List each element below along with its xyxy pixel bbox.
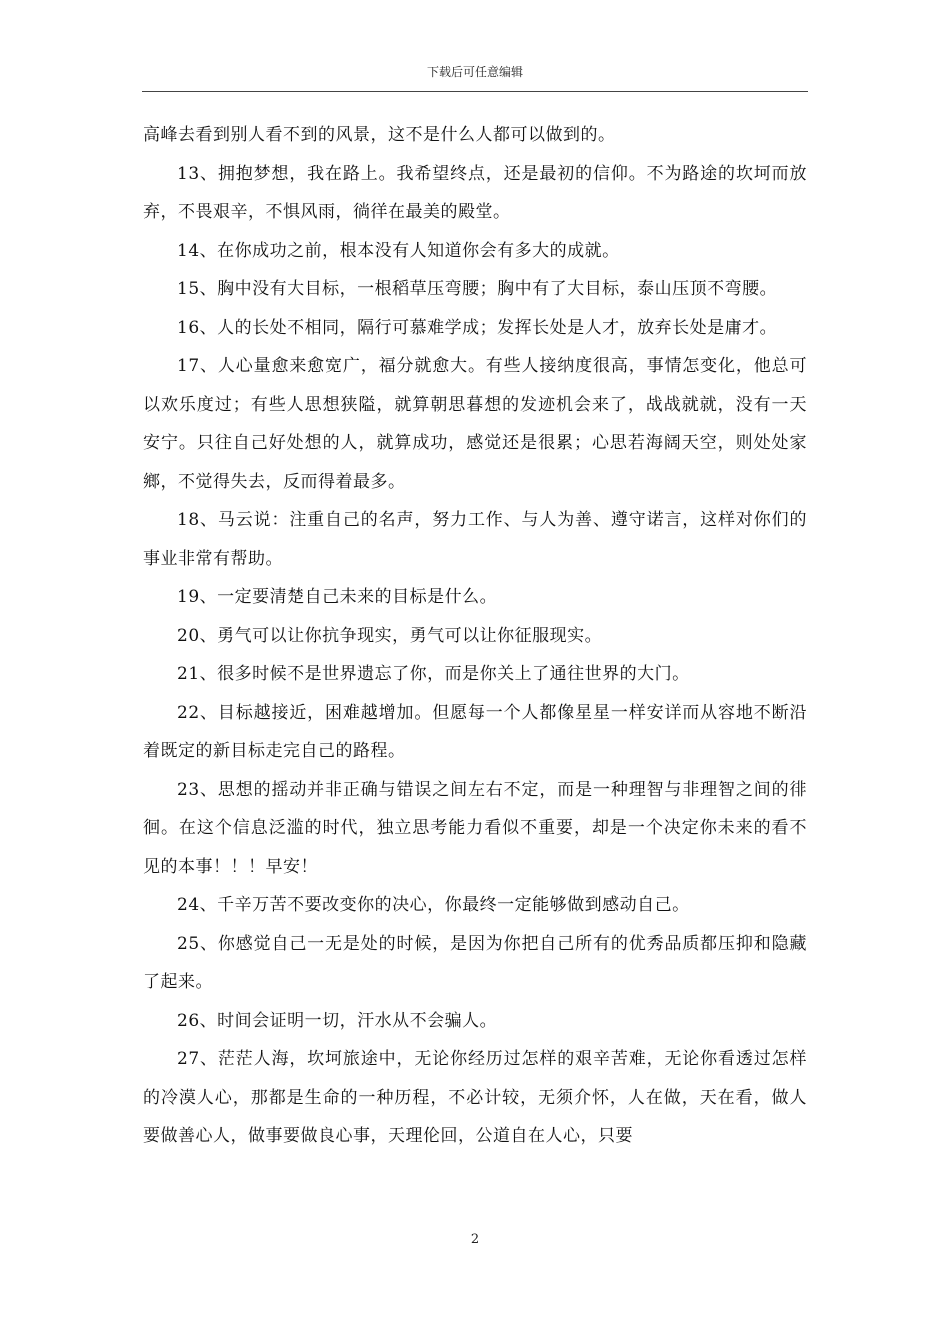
page-number: 2 [470,1232,480,1247]
paragraph-18: 18、马云说：注重自己的名声，努力工作、与人为善、遵守诺言，这样对你们的事业非常有帮助。 [143,510,807,569]
paragraph-continued: 高峰去看到别人看不到的风景，这不是什么人都可以做到的。 [143,125,616,145]
paragraph-26: 26、时间会证明一切，汗水从不会骗人。 [177,1010,498,1031]
paragraph-27: 27、茫茫人海，坎坷旅途中，无论你经历过怎样的艰辛苦难，无论你看透过怎样的冷漠人心，那都是生命的一种历程，不必计较，无须介怀，人在做，天在看，做人要做善心人，做事要做良心事，天理伦回，公道自在人心，只要 [143,1049,807,1146]
paragraph-20: 20、勇气可以让你抗争现实，勇气可以让你征服现实。 [177,625,603,646]
page-header: 下载后可任意编辑 [426,65,523,79]
paragraph-22: 22、目标越接近，困难越增加。但愿每一个人都像星星一样安详而从容地不断沿着既定的新目标走完自己的路程。 [143,702,807,761]
paragraph-21: 21、很多时候不是世界遗忘了你，而是你关上了通往世界的大门。 [177,664,690,684]
paragraph-16: 16、人的长处不相同，隔行可慕难学成；发挥长处是人才，放弃长处是庸才。 [177,317,778,338]
paragraph-25: 25、你感觉自己一无是处的时候，是因为你把自己所有的优秀品质都压抑和隐藏了起来。 [143,933,807,992]
paragraph-14: 14、在你成功之前，根本没有人知道你会有多大的成就。 [177,240,620,261]
paragraph-17: 17、人心量愈来愈宽广，福分就愈大。有些人接纳度很高，事情怎变化，他总可以欢乐度过；有些人思想狭隘，就算朝思暮想的发迹机会来了，战战就就，没有一天安宁。只往自己好处想的人，就算成功，感觉还是很累；心思若海阔天空，则处处家鄉，不觉得失去，反而得着最多。 [143,356,807,492]
paragraph-19: 19、一定要清楚自己未来的目标是什么。 [177,587,498,607]
paragraph-15: 15、胸中没有大目标，一根稻草压弯腰；胸中有了大目标，泰山压顶不弯腰。 [177,279,778,299]
document-body [143,116,807,1156]
header-divider [142,91,808,92]
paragraph-23: 23、思想的摇动并非正确与错误之间左右不定，而是一种理智与非理智之间的徘徊。在这个信息泛滥的时代，独立思考能力看似不重要，却是一个决定你未来的看不见的本事！！！早安！ [143,779,807,877]
paragraph-13: 13、拥抱梦想，我在路上。我希望终点，还是最初的信仰。不为路途的坎坷而放弃，不畏艰辛，不惧风雨，徜徉在最美的殿堂。 [143,163,807,222]
paragraph-24: 24、千辛万苦不要改变你的决心，你最终一定能够做到感动自己。 [177,895,690,915]
